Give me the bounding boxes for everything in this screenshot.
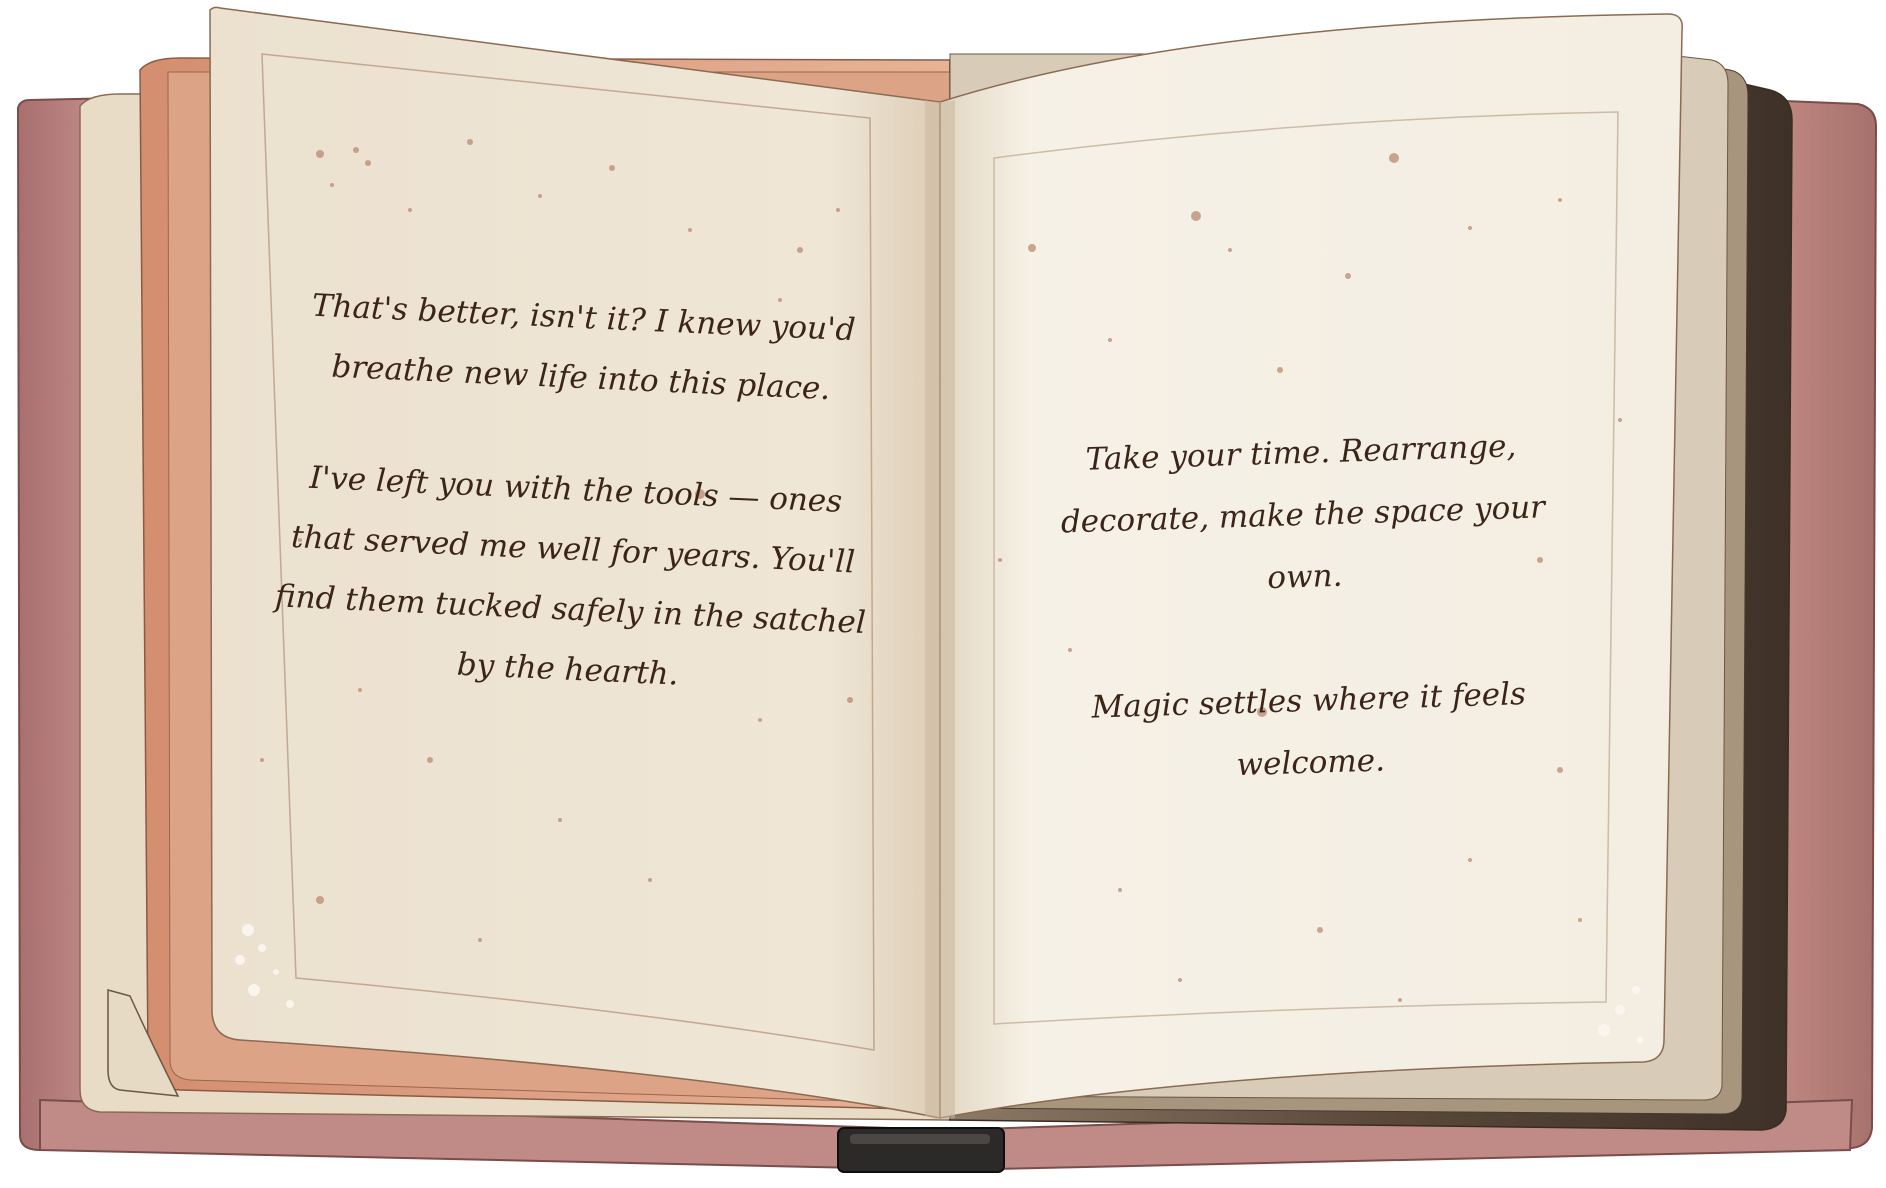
left-page-text <box>267 274 885 713</box>
right-page-text <box>1020 413 1591 802</box>
spine-shadow <box>925 100 955 1120</box>
left-page-paragraph-1: That's better, isn't it? I knew you'd breathe new life into this place. <box>311 287 857 408</box>
left-page-paragraph-2: I've left you with the tools — ones that served me well for years. You'll find them tucked safely in the satchel by the hearth. <box>274 459 867 693</box>
bookmark-ribbon-highlight <box>850 1134 990 1144</box>
right-page-paragraph-1: Take your time. Rearrange, decorate, make the space your own. <box>1060 428 1546 597</box>
right-page-paragraph-2: Magic settles where it feels welcome. <box>1091 676 1527 784</box>
